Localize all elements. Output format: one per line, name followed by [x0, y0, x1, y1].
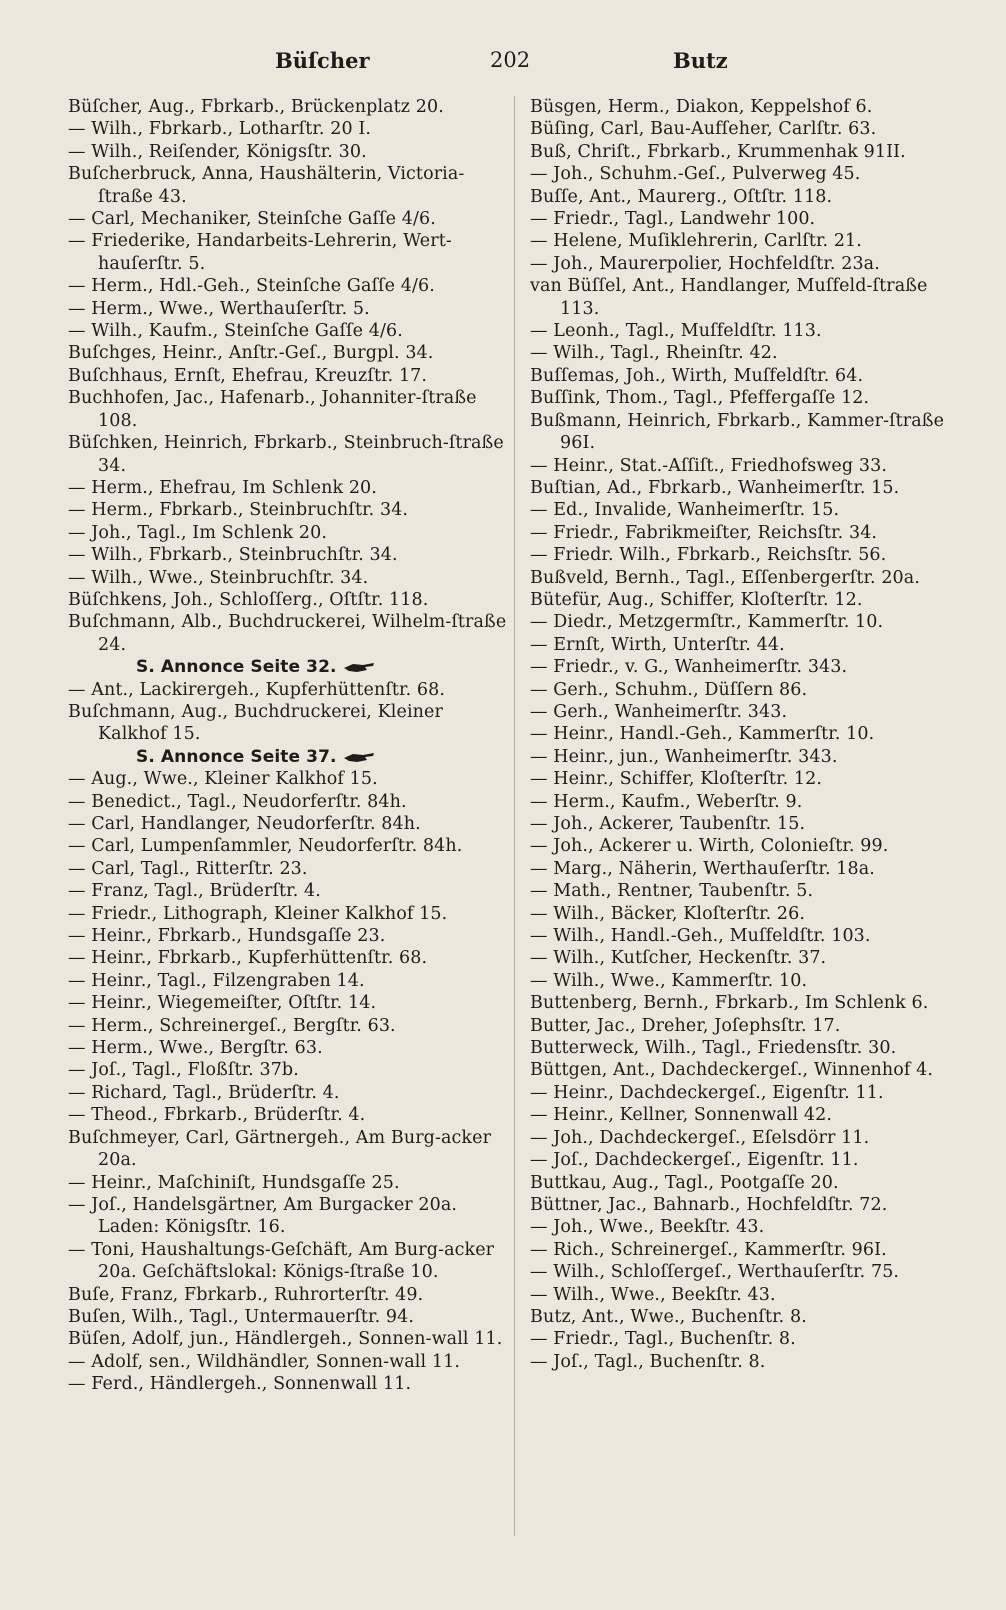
directory-entry [68, 522, 508, 544]
directory-entry [68, 1306, 508, 1328]
entry-text: — Herm., Fbrkarb., Steinbruchſtr. 34. [68, 500, 409, 521]
directory-entry [68, 365, 508, 387]
directory-entry [530, 1306, 960, 1328]
directory-entry [530, 701, 960, 723]
entry-text: — Wilh., Handl.-Geh., Muſfeldſtr. 103. [530, 926, 871, 947]
directory-entry [530, 634, 960, 656]
entry-text: Buſchmann, Aug., Buchdruckerei, Kleiner Kalkhof 15. [68, 701, 443, 745]
entry-text: — Joh., Maurerpolier, Hochfeldſtr. 23a. [530, 253, 880, 274]
directory-entry [530, 387, 960, 409]
entry-text: — Heinr., Dachdeckergeſ., Eigenſtr. 11. [530, 1082, 884, 1103]
entry-text: — Joh., Dachdeckergeſ., Eſelsdörr 11. [530, 1127, 870, 1148]
directory-entry [68, 1059, 508, 1081]
directory-entry [530, 320, 960, 342]
entry-text: — Adolf, sen., Wildhändler, Sonnen-wall 11. [68, 1351, 460, 1372]
directory-entry [68, 544, 508, 566]
entry-text: — Heinr., jun., Wanheimerſtr. 343. [530, 746, 838, 767]
entry-text: Buſchmeyer, Carl, Gärtnergeh., Am Burg-acker 20a. [68, 1127, 492, 1171]
entry-text: Büttner, Jac., Bahnarb., Hochfeldſtr. 72. [530, 1194, 888, 1215]
entry-text: — Joſ., Tagl., Floßſtr. 37b. [68, 1060, 299, 1081]
entry-text: S. Annonce Seite 32. [136, 657, 337, 678]
directory-entry [68, 320, 508, 342]
entry-text: — Heinr., Wiegemeiſter, Oſtſtr. 14. [68, 993, 377, 1014]
entry-text: — Carl, Lumpenſammler, Neudorferſtr. 84h. [68, 836, 463, 857]
entry-text: — Carl, Tagl., Ritterſtr. 23. [68, 858, 308, 879]
directory-entry [530, 118, 960, 140]
entry-text: — Wilh., Reiſender, Königsſtr. 30. [68, 141, 367, 162]
directory-entry [530, 880, 960, 902]
directory-entry [530, 253, 960, 275]
directory-entry [530, 1261, 960, 1283]
entry-text: — Richard, Tagl., Brüderſtr. 4. [68, 1082, 340, 1103]
directory-entry [68, 1328, 508, 1350]
entry-text: Butz, Ant., Wwe., Buchenſtr. 8. [530, 1306, 807, 1327]
directory-entry [530, 455, 960, 477]
entry-text: — Wilh., Fbrkarb., Steinbruchſtr. 34. [68, 545, 398, 566]
entry-text: — Theod., Fbrkarb., Brüderſtr. 4. [68, 1105, 366, 1126]
entry-text: — Heinr., Handl.-Geh., Kammerſtr. 10. [530, 724, 875, 745]
directory-entry [530, 611, 960, 633]
entry-text: Büſen, Adolf, jun., Händlergeh., Sonnen-wall 11. [68, 1329, 503, 1350]
entry-text: Buß, Chriſt., Fbrkarb., Krummenhak 91II. [530, 141, 906, 162]
directory-entry [530, 903, 960, 925]
entry-text: — Heinr., Tagl., Filzengraben 14. [68, 970, 365, 991]
entry-text: — Heinr., Stat.-Aſſiſt., Friedhofsweg 33. [530, 455, 887, 476]
entry-text: — Heinr., Fbrkarb., Hundsgaſſe 23. [68, 926, 386, 947]
entry-text: van Büſſel, Ant., Handlanger, Muſfeld-ſtraße 113. [530, 276, 928, 319]
entry-text: — Joſ., Dachdeckergeſ., Eigenſtr. 11. [530, 1150, 859, 1171]
pointing-hand-icon [343, 661, 375, 673]
entry-text: — Herm., Wwe., Bergſtr. 63. [68, 1038, 323, 1059]
entry-text: — Joh., Wwe., Beekſtr. 43. [530, 1217, 765, 1238]
entry-text: — Herm., Hdl.-Geh., Steinſche Gaſſe 4/6. [68, 276, 435, 297]
directory-entry [530, 1059, 960, 1081]
entry-text: Butterweck, Wilh., Tagl., Friedensſtr. 30. [530, 1038, 897, 1059]
entry-text: — Gerh., Wanheimerſtr. 343. [530, 701, 788, 722]
directory-entry [530, 589, 960, 611]
directory-entry [68, 342, 508, 364]
entry-text: — Rich., Schreinergeſ., Kammerſtr. 96I. [530, 1239, 887, 1260]
right-column [530, 96, 960, 1373]
directory-entry [68, 835, 508, 857]
directory-entry [68, 970, 508, 992]
annonce-reference [68, 656, 508, 678]
entry-text: — Friedr., Fabrikmeiſter, Reichsſtr. 34. [530, 522, 878, 543]
directory-entry [530, 1149, 960, 1171]
page-number: 202 [490, 48, 531, 72]
directory-entry [530, 365, 960, 387]
directory-entry [68, 298, 508, 320]
directory-entry [68, 992, 508, 1014]
directory-entry [530, 1082, 960, 1104]
directory-entry [530, 835, 960, 857]
entry-text: Buchhofen, Jac., Hafenarb., Johanniter-ſtraße 108. [68, 388, 477, 431]
directory-entry [530, 1194, 960, 1216]
directory-entry [68, 1037, 508, 1059]
entry-text: — Ernſt, Wirth, Unterſtr. 44. [530, 634, 785, 655]
entry-text: — Joh., Ackerer u. Wirth, Colonieſtr. 99. [530, 836, 889, 857]
directory-entry [530, 163, 960, 185]
entry-text: Büſcher, Aug., Fbrkarb., Brückenplatz 20. [68, 97, 444, 117]
directory-entry [530, 477, 960, 499]
entry-text: — Herm., Schreinergeſ., Bergſtr. 63. [68, 1015, 396, 1036]
entry-text: — Heinr., Kellner, Sonnenwall 42. [530, 1105, 833, 1126]
entry-text: Buſcherbruck, Anna, Haushälterin, Victoria-ſtraße 43. [68, 164, 465, 207]
directory-entry [68, 679, 508, 701]
directory-entry [68, 813, 508, 835]
directory-entry [530, 1172, 960, 1194]
entry-text: Buſſe, Ant., Maurerg., Oſtſtr. 118. [530, 186, 833, 207]
entry-text: S. Annonce Seite 37. [136, 746, 337, 767]
entry-text: — Marg., Näherin, Werthauſerſtr. 18a. [530, 858, 875, 879]
entry-text: Bußmann, Heinrich, Fbrkarb., Kammer-ſtraße 96I. [530, 410, 945, 454]
entry-text: Büſchken, Heinrich, Fbrkarb., Steinbruch-ſtraße 34. [68, 433, 504, 476]
entry-text: Bütefür, Aug., Schiffer, Kloſterſtr. 12. [530, 589, 863, 610]
directory-entry [530, 544, 960, 566]
entry-text: Büſchkens, Joh., Schloſſerg., Oſtſtr. 118. [68, 589, 429, 610]
directory-entry [68, 230, 508, 275]
entry-text: — Wilh., Wwe., Kammerſtr. 10. [530, 970, 808, 991]
directory-entry [530, 813, 960, 835]
entry-text: — Franz, Tagl., Brüderſtr. 4. [68, 881, 321, 902]
directory-entry [530, 791, 960, 813]
entry-text: — Wilh., Wwe., Beekſtr. 43. [530, 1284, 776, 1305]
entry-text: — Wilh., Kutſcher, Heckenſtr. 37. [530, 948, 827, 969]
left-column [68, 96, 508, 1396]
directory-entry [530, 656, 960, 678]
directory-entry [530, 208, 960, 230]
entry-text: — Toni, Haushaltungs-Geſchäft, Am Burg-acker 20a. Geſchäftslokal: Königs-ſtraße 10. [68, 1239, 495, 1283]
entry-text: — Friedr., v. G., Wanheimerſtr. 343. [530, 657, 848, 678]
entry-text: Butter, Jac., Dreher, Joſephsſtr. 17. [530, 1015, 841, 1036]
entry-text: — Herm., Kaufm., Weberſtr. 9. [530, 791, 803, 812]
directory-entry [530, 1239, 960, 1261]
entry-text: — Joſ., Tagl., Buchenſtr. 8. [530, 1351, 766, 1372]
entry-text: Buttkau, Aug., Tagl., Pootgaſſe 20. [530, 1172, 839, 1193]
entry-text: — Joh., Schuhm.-Geſ., Pulverweg 45. [530, 164, 861, 185]
entry-text: — Math., Rentner, Taubenſtr. 5. [530, 881, 814, 902]
entry-text: — Friedr., Tagl., Buchenſtr. 8. [530, 1329, 796, 1350]
directory-entry [530, 1216, 960, 1238]
entry-text: — Diedr., Metzgermſtr., Kammerſtr. 10. [530, 612, 884, 633]
entry-text: — Aug., Wwe., Kleiner Kalkhof 15. [68, 769, 378, 790]
directory-entry [68, 1284, 508, 1306]
directory-entry [530, 925, 960, 947]
entry-text: — Friedr., Lithograph, Kleiner Kalkhof 15. [68, 903, 448, 924]
directory-entry [530, 1037, 960, 1059]
entry-text: — Wilh., Tagl., Rheinſtr. 42. [530, 343, 778, 364]
entry-text: Bußveld, Bernh., Tagl., Eſſenbergerſtr. 20a. [530, 567, 920, 588]
entry-text: — Herm., Wwe., Werthauſerſtr. 5. [68, 298, 370, 319]
directory-entry [530, 947, 960, 969]
directory-entry [68, 118, 508, 140]
entry-text: — Herm., Ehefrau, Im Schlenk 20. [68, 477, 377, 498]
entry-text: Buſſink, Thom., Tagl., Pfeffergaſſe 12. [530, 388, 870, 409]
pointing-hand-icon [343, 751, 375, 763]
directory-entry [68, 1172, 508, 1194]
directory-entry [68, 141, 508, 163]
directory-entry [530, 1104, 960, 1126]
entry-text: — Friedr. Wilh., Fbrkarb., Reichsſtr. 56. [530, 545, 887, 566]
column-divider [514, 96, 515, 1536]
entry-text: Buſchhaus, Ernſt, Ehefrau, Kreuzſtr. 17. [68, 365, 428, 386]
directory-entry [68, 858, 508, 880]
directory-entry [530, 679, 960, 701]
entry-text: — Leonh., Tagl., Muſfeldſtr. 113. [530, 321, 822, 342]
directory-entry [530, 186, 960, 208]
directory-entry [530, 992, 960, 1014]
directory-entry [68, 1127, 508, 1172]
entry-text: — Wilh., Fbrkarb., Lotharſtr. 20 I. [68, 119, 372, 140]
directory-entry [530, 970, 960, 992]
directory-entry [68, 1351, 508, 1373]
directory-entry [68, 499, 508, 521]
directory-entry [68, 903, 508, 925]
entry-text: — Heinr., Maſchiniſt, Hundsgaſſe 25. [68, 1172, 400, 1193]
directory-entry [68, 477, 508, 499]
directory-entry [530, 1284, 960, 1306]
entry-text: — Carl, Mechaniker, Steinſche Gaſſe 4/6. [68, 209, 436, 230]
entry-text: — Gerh., Schuhm., Düſſern 86. [530, 679, 808, 700]
directory-entry [530, 275, 960, 320]
directory-entry [530, 746, 960, 768]
directory-entry [530, 723, 960, 745]
entry-text: — Helene, Muſiklehrerin, Carlſtr. 21. [530, 231, 862, 252]
header-left-keyword: Büſcher [275, 48, 370, 73]
entry-text: Buſchmann, Alb., Buchdruckerei, Wilhelm-ſtraße 24. [68, 612, 507, 655]
directory-entry [68, 589, 508, 611]
directory-entry [68, 432, 508, 477]
directory-entry [68, 1015, 508, 1037]
directory-entry [68, 925, 508, 947]
directory-entry [68, 701, 508, 746]
entry-text: Buſtian, Ad., Fbrkarb., Wanheimerſtr. 15. [530, 477, 900, 498]
entry-text: Büttgen, Ant., Dachdeckergeſ., Winnenhof 4. [530, 1060, 934, 1081]
directory-entry [530, 230, 960, 252]
directory-entry [68, 1194, 508, 1239]
entry-text: — Heinr., Schiffer, Kloſterſtr. 12. [530, 769, 823, 790]
entry-text: — Benedict., Tagl., Neudorferſtr. 84h. [68, 791, 407, 812]
page-header [0, 48, 1006, 82]
directory-entry [530, 141, 960, 163]
entry-text: — Wilh., Bäcker, Kloſterſtr. 26. [530, 903, 806, 924]
directory-entry [68, 947, 508, 969]
directory-entry [68, 208, 508, 230]
entry-text: — Friederike, Handarbeits-Lehrerin, Wert-hauſerſtr. 5. [68, 231, 452, 274]
directory-entry [68, 163, 508, 208]
directory-entry [530, 768, 960, 790]
entry-text: — Wilh., Kaufm., Steinſche Gaſſe 4/6. [68, 321, 403, 342]
entry-text: — Heinr., Fbrkarb., Kupferhüttenſtr. 68. [68, 948, 428, 969]
directory-entry [68, 1373, 508, 1395]
directory-entry [68, 1104, 508, 1126]
entry-text: — Joſ., Handelsgärtner, Am Burgacker 20a. Laden: Königsſtr. 16. [68, 1194, 458, 1238]
directory-entry [68, 1082, 508, 1104]
entry-text: Büsgen, Herm., Diakon, Keppelshof 6. [530, 97, 873, 117]
directory-entry [530, 499, 960, 521]
entry-text: — Wilh., Wwe., Steinbruchſtr. 34. [68, 567, 369, 588]
directory-entry [530, 858, 960, 880]
directory-entry [68, 880, 508, 902]
entry-text: — Wilh., Schloſſergeſ., Werthauſerſtr. 75. [530, 1262, 900, 1283]
entry-text: — Carl, Handlanger, Neudorferſtr. 84h. [68, 814, 421, 834]
entry-text: Büſing, Carl, Bau-Aufſeher, Carlſtr. 63. [530, 119, 877, 140]
entry-text: — Ferd., Händlergeh., Sonnenwall 11. [68, 1374, 412, 1395]
entry-text: Buſe, Franz, Fbrkarb., Ruhrorterſtr. 49. [68, 1284, 424, 1305]
directory-entry [68, 768, 508, 790]
entry-text: — Ed., Invalide, Wanheimerſtr. 15. [530, 500, 840, 521]
directory-entry [530, 1328, 960, 1350]
entry-text: Buttenberg, Bernh., Fbrkarb., Im Schlenk 6. [530, 993, 929, 1014]
directory-entry [68, 791, 508, 813]
entry-text: Buſſemas, Joh., Wirth, Muſfeldſtr. 64. [530, 365, 864, 386]
directory-entry [68, 1239, 508, 1284]
header-right-keyword: Butz [673, 48, 728, 73]
directory-entry [68, 275, 508, 297]
directory-entry [530, 1015, 960, 1037]
directory-entry [530, 522, 960, 544]
directory-entry [68, 567, 508, 589]
directory-entry [530, 96, 960, 118]
entry-text: — Friedr., Tagl., Landwehr 100. [530, 209, 816, 230]
directory-entry [530, 342, 960, 364]
entry-text: — Joh., Ackerer, Taubenſtr. 15. [530, 814, 806, 834]
directory-entry [530, 1127, 960, 1149]
annonce-reference [68, 746, 508, 768]
directory-entry [68, 611, 508, 656]
directory-entry [68, 96, 508, 118]
entry-text: Buſchges, Heinr., Anſtr.-Geſ., Burgpl. 34. [68, 343, 434, 364]
directory-entry [530, 410, 960, 455]
entry-text: — Ant., Lackirergeh., Kupferhüttenſtr. 68. [68, 679, 446, 700]
directory-entry [530, 567, 960, 589]
entry-text: Buſen, Wilh., Tagl., Untermauerſtr. 94. [68, 1306, 415, 1327]
directory-entry [68, 387, 508, 432]
entry-text: — Joh., Tagl., Im Schlenk 20. [68, 522, 328, 543]
directory-entry [530, 1351, 960, 1373]
